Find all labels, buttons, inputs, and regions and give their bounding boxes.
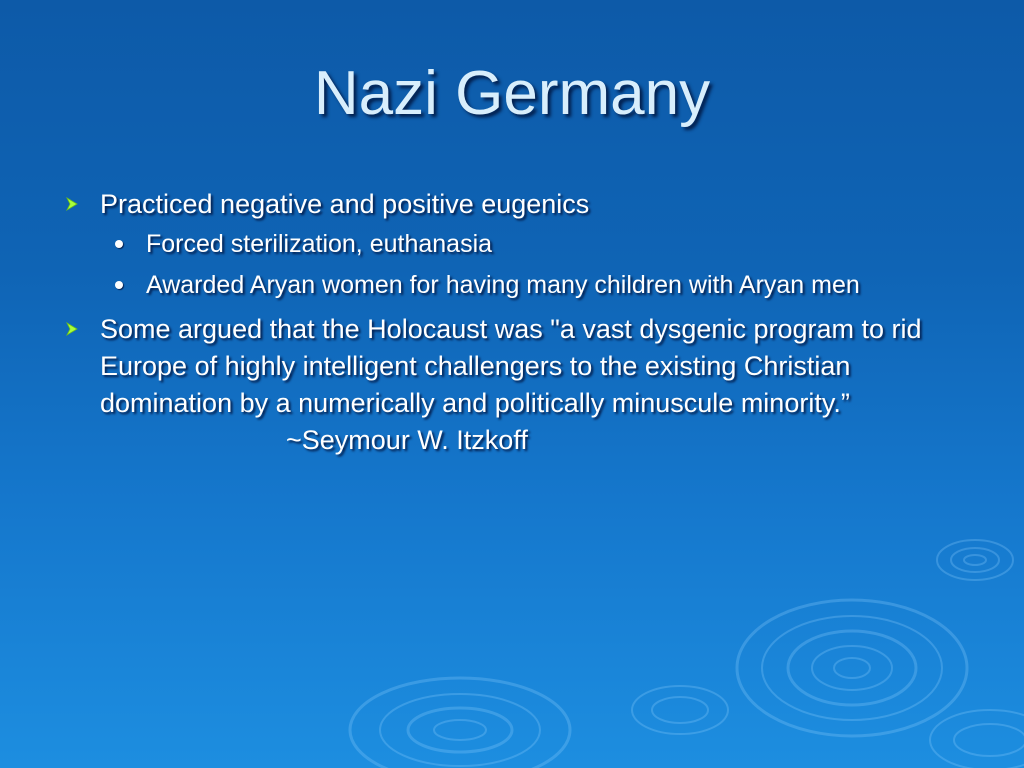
round-dot-bullet-icon [115,281,123,289]
slide-body [62,186,962,465]
bullet-item [62,311,962,459]
sub-bullet-text: Forced sterilization, euthanasia [146,230,493,258]
sub-bullet-text: Awarded Aryan women for having many children with Aryan men [146,271,860,299]
sub-bullet-item [62,227,962,262]
round-dot-bullet-icon [115,240,123,248]
quote-attribution: ~Seymour W. Itzkoff [286,425,528,455]
slide-title: Nazi Germany [313,59,711,128]
bullet-item [62,186,962,223]
arrowhead-bullet-icon [64,196,80,212]
quote-text: Some argued that the Holocaust was "a vast dysgenic program to rid Europe of highly intelligent challengers to the existing Christian domination by a numerically and politically minuscule minority.” [100,314,922,418]
arrowhead-bullet-icon [64,321,80,337]
sub-bullet-item [62,268,962,303]
bullet-text: Practiced negative and positive eugenics [100,189,590,219]
